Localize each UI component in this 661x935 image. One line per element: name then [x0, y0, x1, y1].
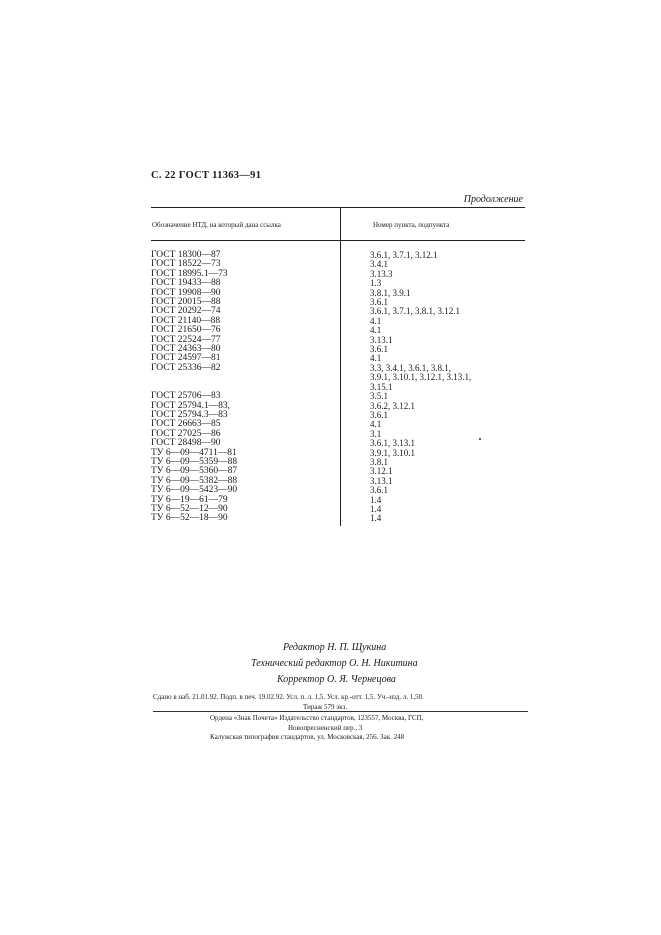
document-designation: ТУ 6—09—5423—90: [151, 485, 238, 496]
document-designation: ГОСТ 18300—87: [151, 250, 221, 260]
corrector-credit: Корректор О. Я. Чернецова: [277, 674, 396, 685]
table-row: [151, 364, 525, 392]
tech-editor-credit: Технический редактор О. Н. Никитина: [251, 658, 418, 669]
document-designation: ГОСТ 21650—76: [151, 325, 221, 336]
document-designation: ТУ 6—09—4711—81: [151, 447, 237, 458]
document-designation: ТУ 6—09—5360—87: [151, 466, 238, 477]
document-designation: ГОСТ 25794.3—83: [151, 409, 228, 420]
publisher-line-2: Новопресненский пер., 3: [288, 723, 363, 732]
document-designation: ТУ 6—09—5359—88: [151, 456, 238, 467]
clause-number-line: 1.3: [370, 278, 382, 289]
imprint-line-2: Тираж 579 экз.: [303, 703, 348, 711]
publisher-line-1: Ордена «Знак Почета» Издательство стандартов, 123557, Москва, ГСП,: [210, 714, 424, 722]
document-designation: ГОСТ 19908—90: [151, 287, 221, 298]
document-designation: ГОСТ 22524—77: [151, 334, 221, 345]
imprint-rule: [153, 711, 528, 712]
credits-block: [200, 640, 500, 688]
continuation-label: Продолжение: [463, 194, 523, 205]
clause-number-line: 3.6.1, 3.7.1, 3.12.1: [370, 250, 438, 260]
clause-number-line: 3.6.1: [370, 297, 388, 308]
clause-number-line: 3.13.1: [370, 475, 393, 486]
table-top-rule: [151, 207, 525, 208]
clause-number-line: 3.8.1: [370, 456, 388, 467]
document-designation: ГОСТ 20292—74: [151, 306, 221, 317]
clause-number-line: 4.1: [370, 419, 382, 430]
clause-number-line: 3.6.2, 3.12.1: [370, 400, 415, 411]
clause-number-line: 3.6.1: [370, 344, 388, 355]
clause-number-line: 3.9.1, 3.10.1: [370, 447, 415, 458]
clause-number-line: 3.6.1, 3.13.1: [370, 438, 415, 449]
publisher-block: [210, 714, 423, 743]
page-header: С. 22 ГОСТ 11363—91: [151, 170, 262, 181]
clause-number-line: 3.5.1: [370, 391, 388, 402]
document-designation: ТУ 6—09—5382—88: [151, 475, 238, 486]
clause-number-line: 3.13.3: [370, 268, 393, 279]
reference-table-body: [151, 251, 525, 524]
imprint-block: [153, 692, 424, 712]
clause-number-line: 3.12.1: [370, 466, 393, 477]
clause-number-line: 3.1: [370, 428, 382, 439]
clause-numbers: [370, 364, 471, 392]
document-designation: ТУ 6—19—61—79: [151, 494, 228, 505]
clause-number-line: 3.13.1: [370, 334, 393, 345]
document-designation: ТУ 6—52—12—90: [151, 503, 228, 514]
document-designation: ГОСТ 19433—88: [151, 278, 221, 289]
clause-number-line: 3.4.1: [370, 259, 388, 270]
imprint-line-1: Сдано в наб. 21.01.92. Подп. в печ. 19.02.92. Усл. п. л. 1,5. Усл. кр.-отт. 1,5. Уч.-изд. л. 1,50.: [153, 693, 424, 701]
column-header-clause: Номер пункта, подпункта: [373, 221, 450, 229]
clause-number-line: 1.4: [370, 513, 382, 524]
column-header-document: Обозначение НТД, на который дана ссылка: [152, 221, 281, 229]
document-designation: ГОСТ 25706—83: [151, 391, 221, 402]
clause-number-line: 3.3, 3.4.1, 3.6.1, 3.8.1,: [370, 362, 451, 373]
document-designation: ГОСТ 24363—80: [151, 344, 221, 355]
table-row: [151, 514, 525, 523]
document-designation: ГОСТ 18995.1—73: [151, 268, 228, 279]
table-header-rule: [151, 240, 525, 241]
clause-number-line: 3.6.1, 3.7.1, 3.8.1, 3.12.1: [370, 306, 460, 317]
clause-numbers: [370, 307, 460, 316]
document-designation: ГОСТ 28498—90: [151, 438, 221, 449]
document-designation: ТУ 6—52—18—90: [151, 513, 228, 524]
document-designation: ГОСТ 26663—85: [151, 419, 221, 430]
document-designation: ГОСТ 27025—86: [151, 428, 221, 439]
clause-numbers: [370, 514, 381, 523]
clause-number-line: 3.9.1, 3.10.1, 3.12.1, 3.13.1,: [370, 372, 472, 383]
speck: [479, 438, 481, 440]
clause-number-line: 4.1: [370, 325, 382, 336]
clause-number-line: 3.6.1: [370, 485, 388, 496]
clause-number-line: 3.15.1: [370, 381, 393, 392]
document-designation: ГОСТ 20015—88: [151, 297, 221, 308]
editor-credit: Редактор Н. П. Щукина: [283, 642, 387, 653]
clause-number-line: 4.1: [370, 353, 382, 364]
document-designation: ГОСТ 25336—82: [151, 362, 221, 373]
document-designation: ГОСТ 24597—81: [151, 353, 221, 364]
document-designation: ГОСТ 21140—88: [151, 315, 221, 326]
clause-number-line: 3.8.1, 3.9.1: [370, 287, 411, 298]
clause-number-line: 3.6.1: [370, 409, 388, 420]
document-designation: ГОСТ 18522—73: [151, 259, 221, 270]
clause-number-line: 4.1: [370, 315, 382, 326]
clause-number-line: 1.4: [370, 503, 382, 514]
clause-number-line: 1.4: [370, 494, 382, 505]
publisher-line-3: Калужская типография стандартов, ул. Московская, 256. Зак. 248: [210, 733, 405, 741]
document-designation: ГОСТ 25794.1—83,: [151, 400, 230, 411]
